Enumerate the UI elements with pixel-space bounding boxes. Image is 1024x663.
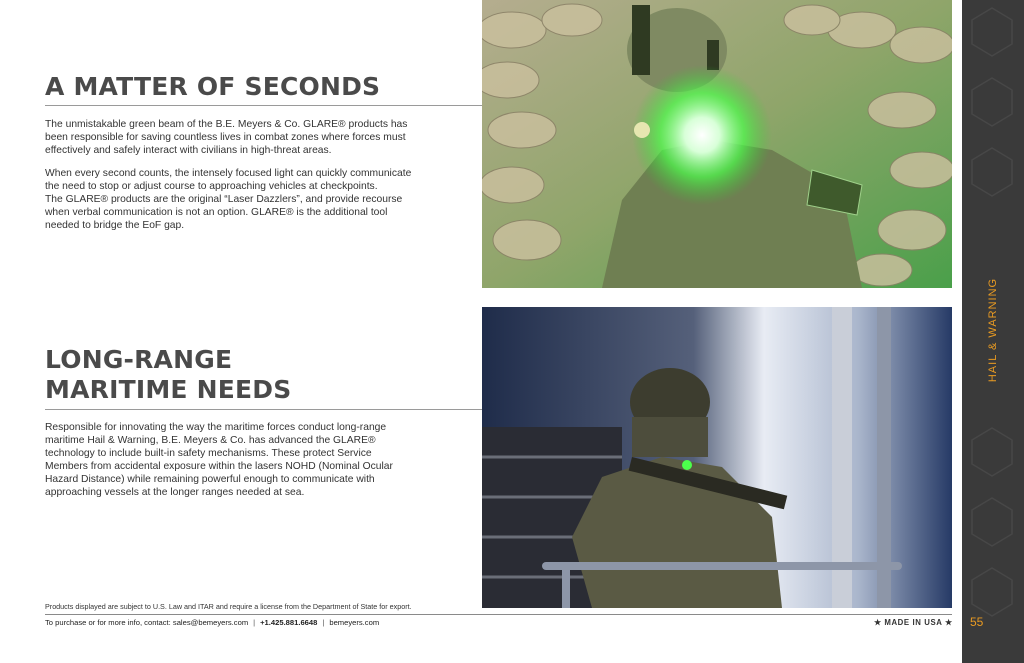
footer-contact bbox=[45, 618, 379, 627]
section-heading-line2: MARITIME NEEDS bbox=[45, 375, 292, 404]
separator: | bbox=[322, 618, 325, 627]
section-heading: A MATTER OF SECONDS bbox=[45, 72, 381, 101]
heading-rule bbox=[45, 105, 482, 106]
body-paragraph: When every second counts, the intensely focused light can quickly communicate the need to stop or adjust course to approaching vehicles at checkpoints. The GLARE® products are the original “Laser Dazzlers”, and provide recourse when verbal communication is not an option. GLARE® is the additional tool needed to bridge the EoF gap. bbox=[45, 168, 412, 231]
maritime-soldier-photo bbox=[482, 307, 952, 608]
soldier-green-laser-photo bbox=[482, 0, 952, 288]
section-maritime-needs bbox=[45, 345, 485, 405]
section-side-label: HAIL & WARNING bbox=[987, 277, 999, 383]
made-in-usa-label: ★ MADE IN USA ★ bbox=[874, 618, 953, 627]
section-matter-of-seconds bbox=[45, 72, 485, 102]
body-paragraph: Responsible for innovating the way the maritime forces conduct long-range maritime Hail & Warning, B.E. Meyers & Co. has advanced the GLARE® technology to include built-in safety mechanisms. These protect Service Members from accidental exposure within the lasers NOHD (Nominal Ocular Hazard Distance) while remaining powerful enough to communicate with approaching vessels at the longer ranges needed at sea. bbox=[45, 422, 393, 498]
section-body bbox=[45, 421, 485, 499]
website-link[interactable]: bemeyers.com bbox=[329, 618, 380, 627]
page-number: 55 bbox=[970, 615, 984, 629]
footer-rule bbox=[45, 614, 952, 615]
contact-prefix: To purchase or for more info, contact: bbox=[45, 618, 171, 627]
contact-email-link[interactable]: sales@bemeyers.com bbox=[172, 618, 249, 627]
section-body bbox=[45, 118, 485, 232]
section-heading-line1: LONG-RANGE bbox=[45, 345, 233, 374]
export-disclaimer: Products displayed are subject to U.S. Law and ITAR and require a license from the Department of State for export. bbox=[45, 602, 412, 611]
heading-rule bbox=[45, 409, 482, 410]
body-paragraph: The unmistakable green beam of the B.E. Meyers & Co. GLARE® products has been responsible for saving countless lives in combat zones where forces must effectively and safely interact with civilians in high-threat areas. bbox=[45, 119, 408, 156]
separator: | bbox=[253, 618, 256, 627]
contact-phone: +1.425.881.6648 bbox=[260, 618, 318, 627]
